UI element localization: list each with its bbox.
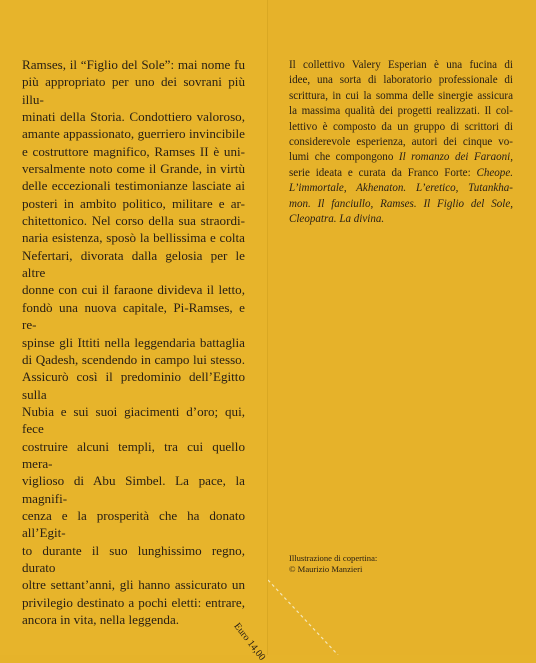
bio-line: [289, 89, 513, 104]
synopsis-line: chitettonico. Nel corso della sua straordi-: [22, 213, 245, 229]
synopsis-line: privilegio destinato a pochi eletti: entrare,: [22, 594, 245, 610]
synopsis-line: delle eccezionali testimonianze lasciate ai: [22, 178, 245, 194]
bio-line: [289, 104, 513, 119]
synopsis-line: viglioso di Abu Simbel. La pace, la magnifi-: [22, 473, 245, 506]
synopsis-line: to durante il suo lunghissimo regno, durato: [22, 542, 245, 575]
synopsis-line: Ramses, il “Figlio del Sole”: mai nome fu: [22, 57, 245, 72]
synopsis-line: Nefertari, divorata dalla gelosia per le altre: [22, 247, 245, 281]
synopsis-line: posteri in ambito politico, militare e ar-: [22, 195, 245, 211]
synopsis-line: più appropriato per uno dei sovrani più illu-: [22, 74, 245, 107]
synopsis-line: Nubia e sui suoi giacimenti d’oro; qui, fece: [22, 403, 245, 437]
credit-label: Illustrazione di copertina:: [289, 553, 378, 563]
bio-line: [289, 135, 513, 150]
synopsis-line: oltre settant’anni, gli hanno assicurato un: [22, 577, 245, 593]
bio-line: [289, 120, 513, 135]
synopsis-line: spinse gli Ittiti nella leggendaria battaglia: [22, 334, 245, 350]
price-label: Euro 14,00: [231, 621, 268, 663]
synopsis-line: di Qadesh, scendendo in campo lui stesso.: [22, 351, 245, 367]
author-bio: [289, 58, 513, 227]
bio-line: [289, 166, 513, 181]
synopsis-line: naria esistenza, sposò la bellissima e colta: [22, 230, 245, 246]
bio-line: [289, 197, 513, 212]
bio-text: serie ideata e curata da Franco Forte:: [289, 166, 477, 179]
synopsis-line: ancora in vita, nella leggenda.: [22, 612, 180, 627]
synopsis-line: amante appassionato, guerriero invincibile: [22, 126, 245, 142]
bio-text: la massima qualità dei progetti realizzati. Il col-: [289, 105, 513, 118]
bio-line: [289, 58, 513, 73]
bio-line: [289, 150, 513, 165]
bio-title-text: Cheope.: [476, 166, 513, 179]
bio-text: Il collettivo Valery Esperian è una fucina di: [289, 59, 513, 71]
bio-line: [289, 73, 513, 88]
dashed-cut-line: [268, 565, 536, 655]
bio-text: scrittura, in cui la somma delle sinergie assicura: [289, 89, 513, 102]
bio-title-text: L’immortale, Akhenaton. L’eretico, Tutankha-: [289, 182, 513, 195]
bio-text: lumi che compongono: [289, 151, 399, 164]
synopsis-line: cenza e la prosperità che ha donato all’Egit-: [22, 507, 245, 541]
bio-line: [289, 212, 513, 227]
credit-name: © Maurizio Manzieri: [289, 564, 363, 574]
synopsis-line: Assicurò così il predominio dell’Egitto sulla: [22, 369, 245, 402]
bio-text: idee, una sorta di laboratorio professionale di: [289, 74, 513, 87]
synopsis-line: costruire alcuni templi, tra cui quello mera-: [22, 438, 245, 471]
synopsis-line: donne con cui il faraone divideva il letto,: [22, 282, 245, 298]
book-synopsis: [22, 56, 245, 628]
synopsis-line: fondò una nuova capitale, Pi-Ramses, e re-: [22, 299, 245, 333]
synopsis-line: versalmente noto come il Grande, in virtù: [22, 161, 245, 177]
synopsis-line: minati della Storia. Condottiero valoroso,: [22, 109, 245, 125]
price-corner: [268, 565, 536, 655]
bio-title-text: mon. Il fanciullo, Ramses. Il Figlio del Sole,: [289, 197, 513, 210]
bio-text: considerevole esperienza, autori dei cinque vo-: [289, 136, 513, 149]
bio-line: [289, 181, 513, 196]
bio-text: lettivo è composto da un gruppo di scrittori di: [289, 120, 513, 133]
bio-title-text: Cleopatra. La divina.: [289, 213, 385, 226]
synopsis-line: e costruttore magnifico, Ramses II è uni-: [22, 143, 245, 159]
bio-title-text: Il romanzo dei Faraoni,: [398, 151, 513, 164]
